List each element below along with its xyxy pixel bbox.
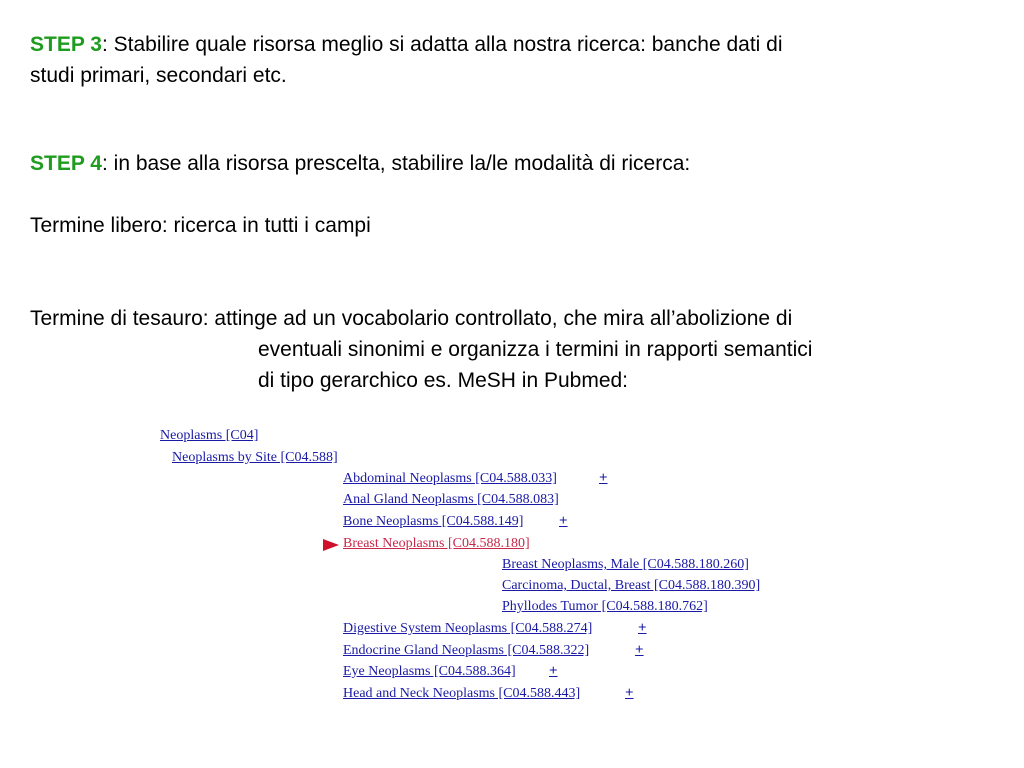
mesh-tree-item-current[interactable]: Breast Neoplasms [C04.588.180] bbox=[343, 536, 530, 551]
arrow-right-icon bbox=[323, 538, 339, 552]
expand-plus-icon[interactable]: + bbox=[549, 663, 558, 679]
expand-plus-icon[interactable]: + bbox=[559, 513, 568, 529]
termine-libero-text: Termine libero: ricerca in tutti i campi bbox=[30, 214, 371, 237]
mesh-tree-item[interactable]: Bone Neoplasms [C04.588.149] bbox=[343, 514, 524, 529]
termine-tesauro-line3: di tipo gerarchico es. MeSH in Pubmed: bbox=[258, 369, 629, 392]
mesh-tree-item[interactable]: Breast Neoplasms, Male [C04.588.180.260] bbox=[502, 557, 749, 572]
step4-label: STEP 4 bbox=[30, 152, 102, 175]
mesh-tree-item[interactable]: Endocrine Gland Neoplasms [C04.588.322] bbox=[343, 643, 590, 658]
step3-text-line1: : Stabilire quale risorsa meglio si adatta alla nostra ricerca: banche dati di bbox=[101, 33, 783, 56]
expand-plus-icon[interactable]: + bbox=[635, 642, 644, 658]
mesh-tree-item[interactable]: Neoplasms [C04] bbox=[160, 428, 259, 443]
expand-plus-icon[interactable]: + bbox=[638, 620, 647, 636]
mesh-tree-item[interactable]: Phyllodes Tumor [C04.588.180.762] bbox=[502, 599, 708, 614]
termine-tesauro-line2: eventuali sinonimi e organizza i termini in rapporti semantici bbox=[258, 338, 813, 361]
termine-tesauro-line1: Termine di tesauro: attinge ad un vocabolario controllato, che mira all’abolizione di bbox=[30, 307, 793, 330]
step4-text: : in base alla risorsa prescelta, stabilire la/le modalità di ricerca: bbox=[101, 152, 691, 175]
mesh-tree-item[interactable]: Head and Neck Neoplasms [C04.588.443] bbox=[343, 686, 581, 701]
step3-text-line2: studi primari, secondari etc. bbox=[30, 64, 287, 87]
mesh-tree-item[interactable]: Eye Neoplasms [C04.588.364] bbox=[343, 664, 516, 679]
mesh-tree-item[interactable]: Carcinoma, Ductal, Breast [C04.588.180.390] bbox=[502, 578, 761, 593]
expand-plus-icon[interactable]: + bbox=[625, 685, 634, 701]
step3-label: STEP 3 bbox=[30, 33, 102, 56]
expand-plus-icon[interactable]: + bbox=[599, 470, 608, 486]
mesh-tree-item[interactable]: Anal Gland Neoplasms [C04.588.083] bbox=[343, 492, 559, 507]
mesh-tree-item[interactable]: Neoplasms by Site [C04.588] bbox=[172, 450, 338, 465]
mesh-tree-item[interactable]: Abdominal Neoplasms [C04.588.033] bbox=[343, 471, 557, 486]
mesh-tree-item[interactable]: Digestive System Neoplasms [C04.588.274] bbox=[343, 621, 593, 636]
